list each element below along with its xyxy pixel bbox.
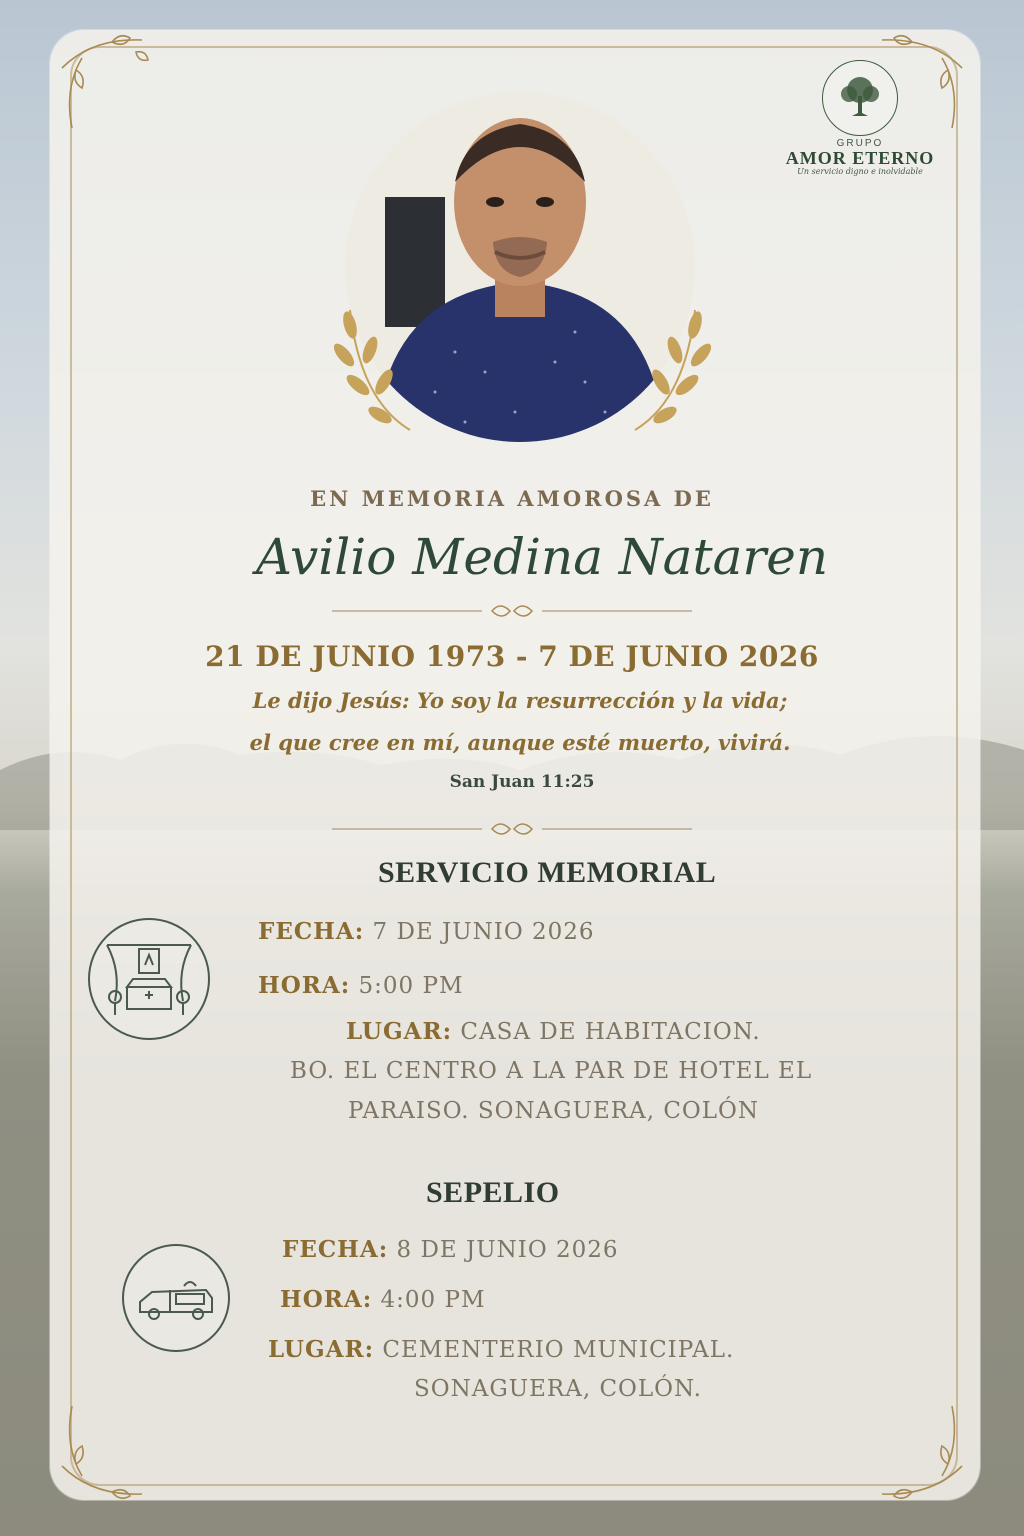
memorial-date-label: FECHA:: [258, 918, 365, 945]
brand-logo: [775, 60, 945, 190]
burial-place-line-2: SONAGUERA, COLÓN.: [414, 1376, 702, 1402]
burial-place-label: LUGAR:: [268, 1336, 375, 1363]
memorial-time-value: 5:00 PM: [358, 973, 464, 999]
memorial-date-value: 7 DE JUNIO 2026: [372, 919, 595, 945]
laurel-right-icon: [625, 300, 715, 440]
hearse-icon: [122, 1244, 230, 1352]
laurel-left-icon: [330, 300, 420, 440]
burial-date-value: 8 DE JUNIO 2026: [396, 1237, 619, 1263]
burial-time-row: [280, 1286, 486, 1313]
memorial-date-row: [258, 918, 595, 945]
life-dates: 21 DE JUNIO 1973 - 7 DE JUNIO 2026: [205, 640, 819, 673]
burial-place-line-1: CEMENTERIO MUNICIPAL.: [382, 1337, 735, 1363]
burial-time-label: HORA:: [280, 1286, 373, 1313]
tree-icon: [822, 60, 898, 136]
memorial-time-row: [258, 972, 464, 999]
memorial-place-line-2: BO. EL CENTRO A LA PAR DE HOTEL EL: [290, 1058, 813, 1084]
burial-date-label: FECHA:: [282, 1236, 389, 1263]
leaf-corner-icon: [52, 1396, 162, 1506]
ornament-divider: [332, 818, 692, 840]
burial-title: SEPELIO: [426, 1176, 560, 1209]
verse-line-1: Le dijo Jesús: Yo soy la resurrección y la vida;: [252, 688, 788, 713]
burial-date-row: [282, 1236, 619, 1263]
verse-reference: San Juan 11:25: [449, 772, 595, 792]
memorial-place-label: LUGAR:: [346, 1018, 453, 1045]
burial-place-row: [268, 1336, 734, 1363]
burial-time-value: 4:00 PM: [380, 1287, 486, 1313]
ornament-divider: [332, 600, 692, 622]
logo-brand-text: AMOR ETERNO: [785, 148, 935, 168]
memorial-place-row: [346, 1018, 761, 1045]
memorial-place-line-1: CASA DE HABITACION.: [460, 1019, 761, 1045]
memorial-time-label: HORA:: [258, 972, 351, 999]
memorial-overline: EN MEMORIA AMOROSA DE: [310, 486, 714, 511]
leaf-corner-icon: [52, 28, 162, 138]
deceased-name: Avilio Medina Nataren: [255, 528, 829, 586]
logo-grupo-text: GRUPO: [836, 138, 884, 149]
memorial-service-title: SERVICIO MEMORIAL: [378, 856, 717, 889]
leaf-corner-icon: [862, 1396, 972, 1506]
memorial-place-line-3: PARAISO. SONAGUERA, COLÓN: [348, 1098, 760, 1124]
altar-icon: [88, 918, 210, 1040]
verse-line-2: el que cree en mí, aunque esté muerto, vivirá.: [249, 730, 791, 755]
logo-tagline: Un servicio digno e inolvidable: [797, 167, 923, 176]
